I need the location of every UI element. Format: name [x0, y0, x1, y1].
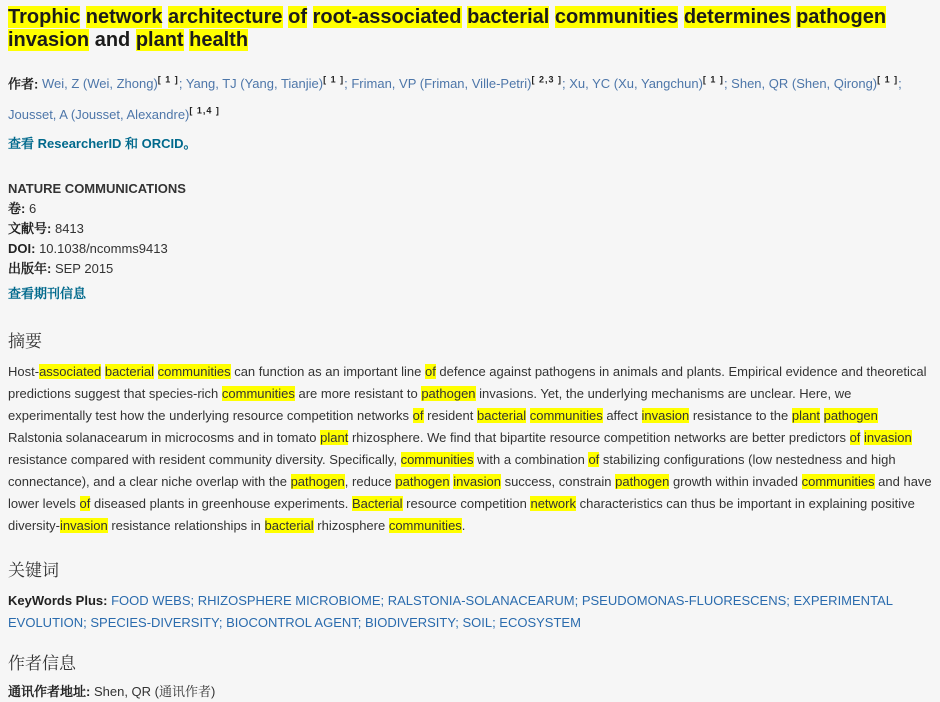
- highlighted-term: Bacterial: [351, 495, 403, 511]
- author-link[interactable]: Xu, YC (Xu, Yangchun): [569, 76, 703, 92]
- author-separator: ;: [561, 76, 570, 92]
- author-separator: ;: [344, 76, 352, 92]
- text-run: rhizosphere: [313, 517, 389, 533]
- keyword-separator: ;: [190, 592, 198, 608]
- highlighted-term: pathogen: [796, 6, 887, 28]
- text-run: growth within invaded: [669, 473, 802, 489]
- keyword-link[interactable]: BIOCONTROL AGENT: [226, 614, 358, 630]
- text-run: invasions. Yet, the underlying mechanisms are unclear. Here, we experimentally test how the underlying resource competition networks: [8, 385, 852, 423]
- researcherid-orcid-link[interactable]: 查看 ResearcherID 和 ORCID。: [8, 135, 197, 151]
- text-run: success, constrain: [500, 473, 616, 489]
- pubyear-value: SEP 2015: [54, 260, 114, 276]
- pubyear-label: 出版年:: [8, 260, 52, 276]
- highlighted-term: network: [85, 6, 163, 28]
- highlighted-term: of: [412, 407, 424, 423]
- highlighted-term: Trophic: [8, 6, 81, 28]
- author-link[interactable]: Friman, VP (Friman, Ville-Petri): [351, 76, 532, 92]
- author-separator: ;: [178, 76, 186, 92]
- keyword-separator: ;: [455, 614, 463, 630]
- highlighted-term: bacterial: [467, 6, 550, 28]
- text-run: resource competition: [402, 495, 531, 511]
- journal-article-number-row: [8, 219, 932, 239]
- text-run: characteristics can thus be important in explaining positive diversity-: [8, 495, 915, 533]
- article-number-label: 文献号:: [8, 220, 52, 236]
- text-run: Ralstonia solanacearum in microcosms and in tomato: [8, 429, 321, 445]
- highlighted-term: of: [79, 495, 91, 511]
- highlighted-term: communities: [554, 6, 679, 28]
- highlighted-term: plant: [320, 429, 349, 445]
- text-run: rhizosphere. We find that bipartite resource competition networks are better predictors: [348, 429, 850, 445]
- keywords-line: [8, 590, 932, 634]
- author-info-heading: 作者信息: [8, 653, 76, 673]
- keyword-link[interactable]: BIODIVERSITY: [365, 614, 456, 630]
- author-link[interactable]: Wei, Z (Wei, Zhong): [41, 76, 158, 92]
- keywords-heading: 关键词: [8, 560, 59, 580]
- affiliation-superscript: [ 2,3 ]: [531, 75, 562, 85]
- highlighted-term: pathogen: [395, 473, 450, 489]
- highlighted-term: of: [288, 6, 307, 28]
- keyword-separator: ;: [492, 614, 500, 630]
- affiliation-superscript: [ 1 ]: [157, 75, 179, 85]
- highlighted-term: communities: [388, 517, 462, 533]
- text-run: [80, 6, 86, 28]
- text-run: [678, 6, 684, 28]
- authors-list: [8, 76, 902, 121]
- highlighted-term: network: [530, 495, 576, 511]
- article-title: [8, 6, 932, 52]
- author-link[interactable]: Shen, QR (Shen, Qirong): [731, 76, 878, 92]
- volume-label: 卷:: [8, 200, 26, 216]
- text-run: stabilizing configurations (low nestedness and high connectance), and a clear niche overlap with the: [8, 451, 896, 489]
- keyword-link[interactable]: RHIZOSPHERE MICROBIOME: [197, 592, 381, 608]
- text-run: and have lower levels: [8, 473, 932, 511]
- keyword-link[interactable]: PSEUDOMONAS-FLUORESCENS: [581, 592, 787, 608]
- journal-name: NATURE COMMUNICATIONS: [8, 180, 186, 196]
- highlighted-term: of: [424, 363, 436, 379]
- highlighted-term: communities: [157, 363, 231, 379]
- highlighted-term: pathogen: [823, 407, 878, 423]
- affiliation-superscript: [ 1 ]: [702, 75, 724, 85]
- corresponding-address-value: Shen, QR (通讯作者): [93, 683, 216, 699]
- doi-label: DOI:: [8, 240, 36, 256]
- text-run: [307, 6, 313, 28]
- highlighted-term: communities: [529, 407, 603, 423]
- keywords-list: [8, 593, 892, 630]
- highlighted-term: communities: [221, 385, 295, 401]
- keyword-link[interactable]: FOOD WEBS: [111, 592, 191, 608]
- doi-value: 10.1038/ncomms9413: [39, 240, 168, 256]
- author-link[interactable]: Yang, TJ (Yang, Tianjie): [185, 76, 324, 92]
- text-run: resistance relationships in: [107, 517, 265, 533]
- abstract-text: [8, 361, 932, 537]
- text-run: and: [89, 29, 136, 51]
- highlighted-term: invasion: [8, 29, 90, 51]
- corresponding-author-row: [8, 682, 932, 702]
- keyword-link[interactable]: ECOSYSTEM: [499, 614, 581, 630]
- highlighted-term: health: [189, 29, 249, 51]
- highlighted-term: plant: [135, 29, 184, 51]
- highlighted-term: invasion: [641, 407, 690, 423]
- text-run: Host-: [8, 363, 40, 379]
- affiliation-superscript: [ 1,4 ]: [189, 105, 220, 116]
- highlighted-term: communities: [400, 451, 474, 467]
- authors-label: 作者:: [8, 76, 39, 92]
- keyword-separator: ;: [83, 614, 91, 630]
- text-run: diseased plants in greenhouse experiments.: [90, 495, 352, 511]
- highlighted-term: communities: [801, 473, 875, 489]
- journal-block: [8, 179, 932, 304]
- keyword-separator: ;: [786, 592, 794, 608]
- author-separator: ;: [898, 76, 902, 92]
- highlighted-term: invasion: [864, 429, 912, 445]
- keyword-separator: ;: [380, 592, 388, 608]
- text-run: are more resistant to: [294, 385, 422, 401]
- text-run: resistance to the: [689, 407, 792, 423]
- highlighted-term: of: [849, 429, 861, 445]
- highlighted-term: invasion: [453, 473, 501, 489]
- highlighted-term: bacterial: [104, 363, 154, 379]
- keyword-separator: ;: [218, 614, 227, 630]
- text-run: with a combination: [473, 451, 589, 467]
- keyword-link[interactable]: EXPERIMENTAL EVOLUTION: [8, 592, 893, 630]
- keyword-link[interactable]: SOIL: [462, 614, 493, 630]
- text-run: , reduce: [344, 473, 396, 489]
- highlighted-term: bacterial: [476, 407, 527, 423]
- highlighted-term: root-associated: [312, 6, 462, 28]
- view-journal-info-link[interactable]: 查看期刊信息: [8, 285, 87, 301]
- abstract-heading: 摘要: [8, 331, 42, 351]
- highlighted-term: pathogen: [615, 473, 670, 489]
- text-run: affect: [602, 407, 642, 423]
- researcherid-row: [8, 128, 932, 153]
- highlighted-term: pathogen: [290, 473, 345, 489]
- keyword-separator: ;: [357, 614, 366, 630]
- text-run: can function as an important line: [230, 363, 425, 379]
- keyword-link[interactable]: RALSTONIA-SOLANACEARUM: [387, 592, 575, 608]
- authors-line: [8, 67, 932, 128]
- highlighted-term: bacterial: [264, 517, 314, 533]
- text-run: defence against pathogens in animals and plants. Empirical evidence and theoretical predictions suggest that species-rich: [8, 363, 927, 401]
- affiliation-superscript: [ 1 ]: [877, 75, 899, 85]
- keyword-separator: ;: [574, 592, 582, 608]
- keyword-link[interactable]: SPECIES-DIVERSITY: [90, 614, 219, 630]
- highlighted-term: determines: [683, 6, 791, 28]
- highlighted-term: of: [588, 451, 600, 467]
- volume-value: 6: [28, 200, 37, 216]
- author-separator: ;: [723, 76, 732, 92]
- author-link[interactable]: Jousset, A (Jousset, Alexandre): [8, 106, 190, 122]
- highlighted-term: associated: [39, 363, 102, 379]
- highlighted-term: pathogen: [421, 385, 476, 401]
- text-run: resident: [423, 407, 477, 423]
- text-run: resistance compared with resident community diversity. Specifically,: [8, 451, 401, 467]
- highlighted-term: plant: [791, 407, 821, 423]
- keywords-plus-label: KeyWords Plus:: [8, 592, 108, 608]
- journal-volume-row: [8, 199, 932, 219]
- journal-doi-row: [8, 239, 932, 259]
- journal-pubyear-row: [8, 259, 932, 279]
- text-run: .: [461, 517, 466, 533]
- highlighted-term: architecture: [168, 6, 283, 28]
- article-number-value: 8413: [54, 220, 84, 236]
- affiliation-superscript: [ 1 ]: [323, 75, 345, 85]
- highlighted-term: invasion: [60, 517, 108, 533]
- corresponding-address-label: 通讯作者地址:: [8, 683, 91, 699]
